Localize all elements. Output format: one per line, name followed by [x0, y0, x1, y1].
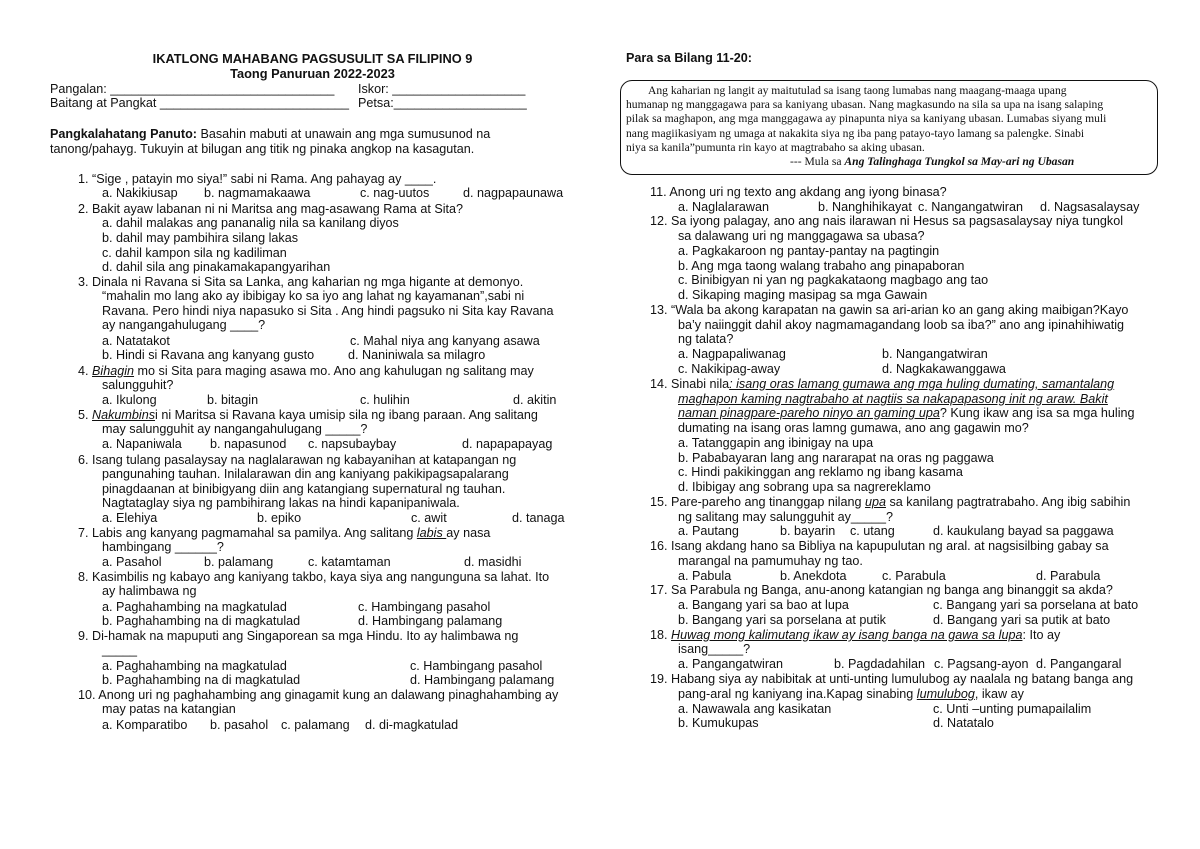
choice: a. Nawawala ang kasikatan	[678, 702, 832, 716]
choice: c. hulihin	[360, 393, 410, 407]
question-6-line: pangunahing tauhan. Inilalarawan din ang kaniyang pakikipagsapalarang	[102, 467, 509, 481]
name-field: Pangalan: ________________________________	[50, 82, 335, 96]
choice: c. Pagsang-ayon	[934, 657, 1029, 671]
school-year: Taong Panuruan 2022-2023	[230, 66, 395, 81]
question-12: 12. Sa iyong palagay, ano ang nais ilarawan ni Hesus sa pagsasalaysay niya tungkol	[650, 214, 1124, 228]
choice: b. nagmamakaawa	[204, 186, 311, 200]
passage-line: pilak sa maghapon, ang mga manggagawa ay pinapunta niya sa kaniyang ubasan. Lumabas siyang muli	[626, 112, 1107, 126]
exam-title: IKATLONG MAHABANG PAGSUSULIT SA FILIPINO 9	[152, 51, 473, 66]
question-number: 4.	[78, 364, 93, 378]
question-18-line: isang_____?	[678, 642, 751, 656]
choice: b. bitagin	[207, 393, 259, 407]
choice: d. Ibibigay ang sobrang upa sa nagrereklamo	[678, 480, 931, 494]
question-11: 11. Anong uri ng texto ang akdang ang iyong binasa?	[650, 185, 947, 199]
choice: d. Naniniwala sa milagro	[348, 348, 486, 362]
question-text: ? Kung ikaw ang isa sa mga huling	[939, 406, 1135, 420]
question-text: i ni Maritsa si Ravana kaya umisip sila ng ibang paraan. Ang salitang	[155, 408, 538, 422]
choice: d. Parabula	[1036, 569, 1101, 583]
choice: d. akitin	[513, 393, 557, 407]
choice: a. Bangang yari sa bao at lupa	[678, 598, 849, 612]
choice: a. Nagpapaliwanag	[678, 347, 786, 361]
choice: a. Komparatibo	[102, 718, 188, 732]
question-10: 10. Anong uri ng paghahambing ang ginagamit kung an dalawang pinaghahambing ay	[78, 688, 559, 702]
choice: b. Paghahambing na di magkatulad	[102, 673, 301, 687]
question-10-line: may patas na katangian	[102, 702, 236, 716]
instructions-text-2: tanong/pahayg. Tukuyin at bilugan ang titik ng pinaka angkop na kasagutan.	[50, 142, 475, 156]
question-3-line: “mahalin mo lang ako ay ibibigay ko sa iyo ang lahat ng kayamanan”,sabi ni	[102, 289, 525, 303]
choice: b. Kumukupas	[678, 716, 759, 730]
instructions	[50, 127, 490, 142]
question-15	[650, 495, 1130, 510]
choice: c. Hambingang pasahol	[358, 600, 491, 614]
question-text: mo si Sita para maging asawa mo. Ano ang kahulugan ng salitang may	[134, 364, 534, 378]
passage-line: niya sa kanila”pumunta rin kayo at magtrabaho sa aking ubasan.	[626, 140, 925, 154]
choice: d. Hambingang palamang	[410, 673, 555, 687]
question-text: sa kanilang pagtratrabaho. Ang ibig sabihin	[885, 495, 1131, 509]
choice: b. napasunod	[210, 437, 287, 451]
choice: a. Paghahambing na magkatulad	[102, 600, 287, 614]
passage-line: humanap ng manggagawa para sa kaniyang ubasan. Nang magkasundo na sila sa upa na isang salaping	[626, 98, 1104, 112]
passage-line: nang magiikasiyam ng umaga at nakakita siya ng iba pang patayo-tayo lamang sa palengke. Sinabi	[626, 126, 1085, 140]
choice: a. dahil malakas ang pananalig nila sa kanilang diyos	[102, 216, 399, 230]
question-6-line: Nagtataglay siya ng pambihirang lakas na hindi kapanipaniwala.	[102, 496, 460, 510]
question-8-line: ay halimbawa ng	[102, 584, 197, 598]
underlined-phrase: Huwag mong kalimutang ikaw ay isang banga na gawa sa lupa	[671, 628, 1023, 642]
choice: c. Nakikipag-away	[678, 362, 781, 376]
question-15-line: ng salitang may salungguhit ay_____?	[678, 510, 893, 524]
question-3: 3. Dinala ni Ravana si Sita sa Lanka, ang kaharian ng mga higante at demonyo.	[78, 275, 524, 289]
choice: d. Bangang yari sa putik at bato	[933, 613, 1111, 627]
choice: d. kaukulang bayad sa paggawa	[933, 524, 1114, 538]
underlined-phrase: naman pinagpare-pareho ninyo an gaming upa	[678, 406, 940, 420]
question-2: 2. Bakit ayaw labanan ni ni Maritsa ang mag-asawang Rama at Sita?	[78, 202, 464, 216]
choice: c. Hindi pakikinggan ang reklamo ng ibang kasama	[678, 465, 963, 479]
question-3-line: Ravana. Pero hindi niya napasuko si Sita . Ang hindi pagsuko ni Sita kay Ravana	[102, 304, 554, 318]
date-field: Petsa:___________________	[358, 96, 527, 110]
question-14-line	[678, 392, 1108, 407]
choice: d. masidhi	[464, 555, 522, 569]
choice: b. Pababayaran lang ang nararapat na oras ng paggawa	[678, 451, 994, 465]
question-18	[650, 628, 1060, 643]
choice: c. Mahal niya ang kanyang asawa	[350, 334, 540, 348]
choice: b. Paghahambing na di magkatulad	[102, 614, 301, 628]
choice: b. dahil may pambihira silang lakas	[102, 231, 299, 245]
choice: a. Tatanggapin ang ibinigay na upa	[678, 436, 874, 450]
question-text: : Ito ay	[1022, 628, 1061, 642]
question-7-line: hambingang ______?	[102, 540, 224, 554]
choice: c. dahil kampon sila ng kadiliman	[102, 246, 287, 260]
choice: a. Naglalarawan	[678, 200, 770, 214]
question-19-line	[678, 687, 1024, 702]
question-13-line: ng talata?	[678, 332, 734, 346]
score-field: Iskor: ___________________	[358, 82, 526, 96]
passage-heading: Para sa Bilang 11-20:	[626, 51, 753, 65]
question-13: 13. “Wala ba akong karapatan na gawin sa ari-arian ko an gang aking maibigan?Kayo	[650, 303, 1129, 317]
choice: a. Pagkakaroon ng pantay-pantay na pagtingin	[678, 244, 940, 258]
choice: c. katamtaman	[308, 555, 391, 569]
choice: b. Nangangatwiran	[882, 347, 988, 361]
choice: a. Napaniwala	[102, 437, 182, 451]
question-19: 19. Habang siya ay nabibitak at unti-unting lumulubog ay naalala ng batang banga ang	[650, 672, 1134, 686]
choice: b. bayarin	[780, 524, 836, 538]
question-16: 16. Isang akdang hano sa Bibliya na kapupulutan ng aral. at nagsisilbing gabay sa	[650, 539, 1109, 553]
choice: c. Bangang yari sa porselana at bato	[933, 598, 1139, 612]
question-text: 14. Sinabi nila	[650, 377, 730, 391]
question-7	[78, 526, 490, 541]
choice: c. nag-uutos	[360, 186, 430, 200]
choice: b. pasahol	[210, 718, 269, 732]
choice: a. Pangangatwiran	[678, 657, 784, 671]
question-14	[650, 377, 1114, 392]
choice: b. epiko	[257, 511, 302, 525]
instructions-text: Basahin mabuti at unawain ang mga sumusunod na	[196, 127, 491, 141]
grade-section-field: Baitang at Pangkat ___________________________	[50, 96, 350, 110]
question-1: 1. “Sige , patayin mo siya!” sabi ni Rama. Ang pahayag ay ____.	[78, 172, 437, 186]
question-13-line: ba’y naiinggit dahil akoy nagmamagandang loob sa iba?” ano ang ipinahihiwatig	[678, 318, 1124, 332]
choice: d. nagpapaunawa	[463, 186, 564, 200]
question-14-line: dumating na isang oras lamng gumawa, ano ang gagawin mo?	[678, 421, 1029, 435]
question-6-line: pinagdaanan at binibigyang diin ang katangiang supernatural ng tauhan.	[102, 482, 506, 496]
choice: d. Pangangaral	[1036, 657, 1122, 671]
underlined-phrase: : isang oras lamang gumawa ang mga huling dumating, samantalang	[729, 377, 1115, 391]
choice: a. Pautang	[678, 524, 739, 538]
question-3-line: ay nangangahulugang ____?	[102, 318, 266, 332]
choice: b. Anekdota	[780, 569, 847, 583]
underlined-word: lumulubog	[916, 687, 975, 701]
choice: d. Sikaping maging masipag sa mga Gawain	[678, 288, 928, 302]
choice: c. Binibigyan ni yan ng pagkakataong magbago ang tao	[678, 273, 989, 287]
choice: a. Nakikiusap	[102, 186, 178, 200]
passage-source	[626, 155, 1150, 169]
choice: c. Nangangatwiran	[918, 200, 1024, 214]
choice: c. utang	[850, 524, 895, 538]
choice: a. Elehiya	[102, 511, 158, 525]
choice: c. palamang	[281, 718, 350, 732]
question-5-line: may salungguhit ay nangangahulugang _____?	[102, 422, 368, 436]
passage	[626, 84, 1150, 169]
choice: d. di-magkatulad	[365, 718, 459, 732]
choice: d. dahil sila ang pinakamakapangyarihan	[102, 260, 331, 274]
choice: b. palamang	[204, 555, 274, 569]
choice: a. Pabula	[678, 569, 732, 583]
question-14-line	[678, 406, 1135, 421]
choice: a. Paghahambing na magkatulad	[102, 659, 287, 673]
underlined-word: Bihagin	[92, 364, 135, 378]
question-4	[78, 364, 534, 379]
instructions-label: Pangkalahatang Panuto:	[50, 127, 197, 141]
choice: c. Unti –unting pumapailalim	[933, 702, 1092, 716]
choice: c. Parabula	[882, 569, 946, 583]
source-title: Ang Talinghaga Tungkol sa May-ari ng Ubasan	[844, 155, 1075, 169]
question-text: ay nasa	[446, 526, 491, 540]
choice: d. Nagkakawanggawa	[882, 362, 1006, 376]
choice: d. Natatalo	[933, 716, 994, 730]
source-prefix: --- Mula sa	[790, 155, 845, 169]
underlined-word: upa	[864, 495, 886, 509]
question-text: 15. Pare-pareho ang tinanggap nilang	[650, 495, 865, 509]
question-12-line: sa dalawang uri ng manggagawa sa ubasa?	[678, 229, 925, 243]
choice: c. Hambingang pasahol	[410, 659, 543, 673]
question-9-line: _____	[102, 643, 138, 657]
choice: b. Nanghihikayat	[818, 200, 912, 214]
choice: d. Nagsasalaysay	[1040, 200, 1140, 214]
choice: b. Bangang yari sa porselana at putik	[678, 613, 886, 627]
question-6: 6. Isang tulang pasalaysay na naglalarawan ng kabayanihan at katapangan ng	[78, 453, 517, 467]
question-4-line: salungguhit?	[102, 378, 174, 392]
choice: a. Pasahol	[102, 555, 162, 569]
underlined-word: Nakumbins	[92, 408, 156, 422]
choice: c. napsubaybay	[308, 437, 397, 451]
question-number: 18.	[650, 628, 672, 642]
choice: b. Ang mga taong walang trabaho ang pinapaboran	[678, 259, 965, 273]
passage-line: Ang kaharian ng langit ay maitutulad sa isang taong lumabas nang maagang-maaga upang	[648, 84, 1067, 97]
question-8: 8. Kasimbilis ng kabayo ang kaniyang takbo, kaya siya ang nangunguna sa lahat. Ito	[78, 570, 550, 584]
underlined-word: labis	[416, 526, 447, 540]
choice: a. Natatakot	[102, 334, 170, 348]
question-9: 9. Di-hamak na mapuputi ang Singaporean sa mga Hindu. Ito ay halimbawa ng	[78, 629, 519, 643]
question-text: 7. Labis ang kanyang pagmamahal sa pamilya. Ang salitang	[78, 526, 417, 540]
choice: b. Hindi si Ravana ang kanyang gusto	[102, 348, 315, 362]
question-17: 17. Sa Parabula ng Banga, anu-anong katangian ng banga ang binanggit sa akda?	[650, 583, 1113, 597]
question-text: , ikaw ay	[974, 687, 1024, 701]
underlined-phrase: maghapon kaming nagtrabaho at nagtiis sa nakapapasong init ng araw. Bakit	[678, 392, 1108, 406]
choice: c. awit	[411, 511, 447, 525]
choice: a. Ikulong	[102, 393, 157, 407]
choice: d. Hambingang palamang	[358, 614, 503, 628]
choice: d. napapapayag	[462, 437, 553, 451]
choice: b. Pagdadahilan	[834, 657, 926, 671]
question-5	[78, 408, 538, 423]
question-16-line: marangal na pamumuhay ng tao.	[678, 554, 863, 568]
question-text: pang-aral ng kaniyang ina.Kapag sinabing	[678, 687, 917, 701]
choice: d. tanaga	[512, 511, 565, 525]
question-number: 5.	[78, 408, 93, 422]
